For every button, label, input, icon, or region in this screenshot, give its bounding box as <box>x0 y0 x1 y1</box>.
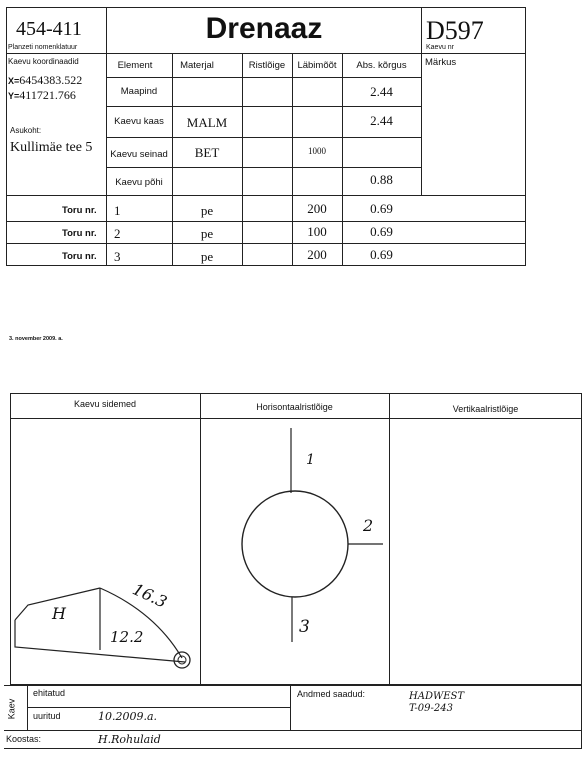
links-title: Kaevu sidemed <box>73 399 137 409</box>
horizontal-title: Horisontaalristlõige <box>256 402 333 412</box>
pipe-diameter: 200 <box>307 247 327 262</box>
data-source-value-1: HADWEST <box>409 691 465 702</box>
sections-header-line <box>10 418 582 419</box>
pipe-height: 0.69 <box>370 224 393 239</box>
footer-bottom-line <box>4 730 582 731</box>
footer-right-edge <box>581 685 582 749</box>
pipe-nr: 2 <box>114 226 121 241</box>
pipe-diameter: 200 <box>307 201 327 216</box>
row-height-value: 2.44 <box>370 84 393 99</box>
footer-vline-2 <box>290 685 291 730</box>
pipe-material: pe <box>200 249 214 264</box>
row-element-label: Kaevu seinad <box>110 149 168 160</box>
data-source-label: Andmed saadud: <box>297 689 366 699</box>
row-material-value: MALM <box>186 115 228 130</box>
coord-y-label: Y= <box>8 91 20 101</box>
vertical-title: Vertikaalristlõige <box>452 404 519 414</box>
date-note: 3. november 2009. a. <box>9 336 63 342</box>
pipe-row-label: Toru nr. <box>62 228 97 239</box>
links-sketch <box>10 570 200 682</box>
author-label: Koostas: <box>6 734 42 744</box>
pipe-row-label: Toru nr. <box>62 251 97 262</box>
footer-side-label: Kaev <box>6 698 17 720</box>
grid-hline-1 <box>106 77 421 78</box>
grid-hline-5 <box>6 195 526 196</box>
pipe-label-3: 3 <box>299 617 310 637</box>
sections-vline-2 <box>389 393 390 685</box>
grid-hline-6 <box>6 221 526 222</box>
row-element-label: Maapind <box>120 86 158 97</box>
nomenclature-value: 454-411 <box>16 18 82 40</box>
pipe-nr: 3 <box>114 249 121 264</box>
pipe-row-label: Toru nr. <box>62 205 97 216</box>
footer-vline-1 <box>27 685 28 730</box>
coord-x-value: 6454383.522 <box>19 73 83 87</box>
sketch-dim-vert: 12.2 <box>110 628 144 646</box>
header-vline-right <box>421 7 422 195</box>
row-height-value: 0.88 <box>370 172 393 187</box>
footer-top-line <box>4 685 582 686</box>
pipe-nr: 1 <box>114 203 121 218</box>
col-header-diameter: Läbimõõt <box>297 60 337 71</box>
well-id-value: D597 <box>426 16 484 45</box>
grid-vline-2 <box>242 53 243 266</box>
header-divider <box>6 53 526 54</box>
col-header-height: Abs. kõrgus <box>356 60 407 71</box>
row-element-label: Kaevu põhi <box>115 177 163 188</box>
pipe-height: 0.69 <box>370 247 393 262</box>
row-element-label: Kaevu kaas <box>114 116 164 127</box>
nomenclature-label: Planzeti nomenklatuur <box>8 44 78 51</box>
data-source-value-2: T-09-243 <box>409 703 453 714</box>
grid-hline-3 <box>106 137 421 138</box>
pipe-material: pe <box>200 203 214 218</box>
grid-hline-7 <box>6 243 526 244</box>
coords-label: Kaevu koordinaadid <box>8 57 79 66</box>
location-label: Asukoht: <box>10 126 42 135</box>
grid-hline-4 <box>106 167 421 168</box>
location-value: Kullimäe tee 5 <box>10 140 93 155</box>
pipe-material: pe <box>200 226 214 241</box>
coord-x-label: X= <box>8 76 20 86</box>
pipe-diameter: 100 <box>307 224 327 239</box>
pipe-label-1: 1 <box>306 452 315 468</box>
surveyed-value: 10.2009.a. <box>98 710 158 723</box>
col-header-element: Element <box>117 60 153 71</box>
footer-mid-line <box>27 707 290 708</box>
page-title: Drenaaz <box>205 12 323 45</box>
sketch-well-circle <box>174 652 190 668</box>
coord-y-value: 411721.766 <box>19 88 76 102</box>
well-circle <box>242 491 348 597</box>
well-id-label: Kaevu nr <box>426 44 455 51</box>
col-header-section: Ristlõige <box>248 60 286 71</box>
author-underline <box>4 748 582 749</box>
col-header-material: Materjal <box>180 60 214 71</box>
pipe-label-2: 2 <box>363 516 374 535</box>
row-height-value: 2.44 <box>370 113 393 128</box>
sketch-dim-diag: 16.3 <box>129 579 170 612</box>
row-material-value: BET <box>194 145 220 160</box>
grid-hline-2 <box>106 106 421 107</box>
row-diameter-value: 1000 <box>308 146 326 156</box>
horizontal-section-drawing <box>200 420 389 682</box>
sketch-h-label: H <box>52 604 66 623</box>
notes-label: Märkus <box>425 57 457 68</box>
coord-y <box>8 86 76 104</box>
pipe-height: 0.69 <box>370 201 393 216</box>
surveyed-label: uuritud <box>33 711 61 721</box>
author-value: H.Rohulaid <box>98 733 161 746</box>
built-label: ehitatud <box>33 688 66 698</box>
